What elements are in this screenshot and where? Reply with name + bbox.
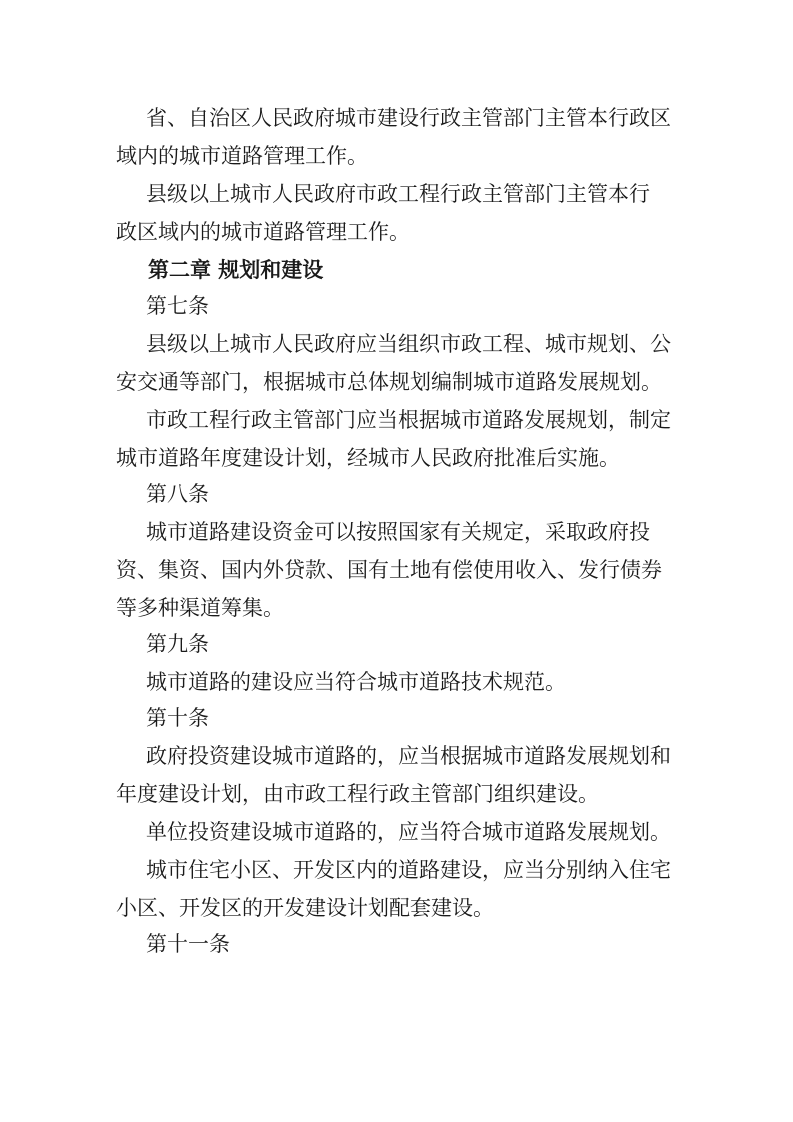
text-line: 安交通等部门，根据城市总体规划编制城市道路发展规划。	[116, 370, 662, 394]
text-line: 年度建设计划，由市政工程行政主管部门组织建设。	[116, 782, 599, 806]
text-line: 市政工程行政主管部门应当根据城市道路发展规划，制定	[146, 408, 671, 432]
text-line: 县级以上城市人民政府市政工程行政主管部门主管本行	[146, 182, 650, 206]
text-line: 政府投资建设城市道路的，应当根据城市道路发展规划和	[146, 744, 671, 768]
text-line: 城市道路的建设应当符合城市道路技术规范。	[146, 670, 566, 694]
text-line: 单位投资建设城市道路的，应当符合城市道路发展规划。	[146, 820, 671, 844]
text-line: 省、自治区人民政府城市建设行政主管部门主管本行政区	[146, 106, 671, 130]
article-number: 第七条	[146, 294, 209, 318]
text-line: 城市住宅小区、开发区内的道路建设，应当分别纳入住宅	[146, 858, 671, 882]
text-line: 小区、开发区的开发建设计划配套建设。	[116, 896, 494, 920]
text-line: 城市道路建设资金可以按照国家有关规定，采取政府投	[146, 520, 650, 544]
article-number: 第九条	[146, 632, 209, 656]
text-line: 县级以上城市人民政府应当组织市政工程、城市规划、公	[146, 332, 671, 356]
article-number: 第十一条	[146, 932, 230, 956]
text-line: 等多种渠道筹集。	[116, 596, 284, 620]
text-line: 域内的城市道路管理工作。	[116, 144, 368, 168]
article-number: 第八条	[146, 482, 209, 506]
text-line: 政区域内的城市道路管理工作。	[116, 220, 410, 244]
article-number: 第十条	[146, 706, 209, 730]
chapter-heading: 第二章 规划和建设	[148, 258, 324, 282]
text-line: 资、集资、国内外贷款、国有土地有偿使用收入、发行债券	[116, 558, 662, 582]
text-line: 城市道路年度建设计划，经城市人民政府批准后实施。	[116, 446, 620, 470]
